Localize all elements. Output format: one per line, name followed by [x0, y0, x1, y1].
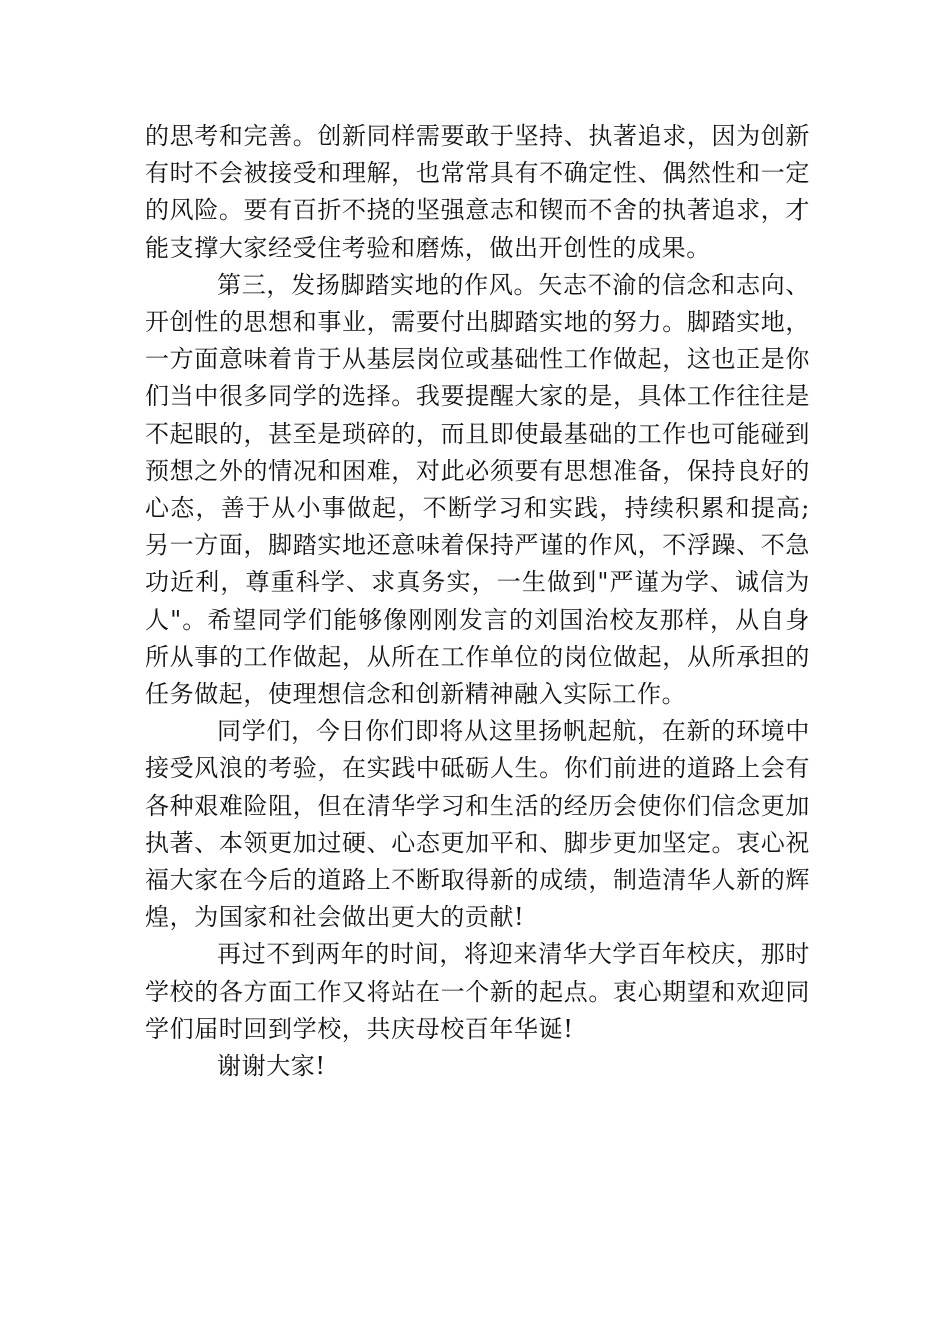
body-text [145, 118, 810, 1085]
paragraph-thanks: 谢谢大家! [217, 1052, 326, 1081]
paragraph-students: 同学们，今日你们即将从这里扬帆起航，在新的环境中接受风浪的考验，在实践中砥砺人生。你们前进的道路上会有各种艰难险阻，但在清华学习和生活的经历会使你们信念更加执著、本领更加过硬、心态更加平和、脚步更加坚定。衷心祝福大家在今后的道路上不断取得新的成绩，制造清华人新的辉煌，为国家和社会做出更大的贡献! [145, 717, 810, 932]
paragraph-third-point: 第三，发扬脚踏实地的作风。矢志不渝的信念和志向、开创性的思想和事业，需要付出脚踏实地的努力。脚踏实地，一方面意味着肯于从基层岗位或基础性工作做起，这也正是你们当中很多同学的选择。我要提醒大家的是，具体工作往往是不起眼的，甚至是琐碎的，而且即使最基础的工作也可能碰到预想之外的情况和困难，对此必须要有思想准备，保持良好的心态，善于从小事做起，不断学习和实践，持续积累和提高;另一方面，脚踏实地还意味着保持严谨的作风，不浮躁、不急功近利，尊重科学、求真务实，一生做到"严谨为学、诚信为人"。希望同学们能够像刚刚发言的刘国治校友那样，从自身所从事的工作做起，从所在工作单位的岗位做起，从所承担的任务做起，使理想信念和创新精神融入实际工作。 [145, 270, 810, 709]
paragraph-centennial: 再过不到两年的时间，将迎来清华大学百年校庆，那时学校的各方面工作又将站在一个新的起点。衷心期望和欢迎同学们届时回到学校，共庆母校百年华诞! [145, 940, 810, 1043]
paragraph-continuation: 的思考和完善。创新同样需要敢于坚持、执著追求，因为创新有时不会被接受和理解，也常常具有不确定性、偶然性和一定的风险。要有百折不挠的坚强意志和锲而不舍的执著追求，才能支撑大家经受住考验和磨炼，做出开创性的成果。 [145, 122, 810, 262]
